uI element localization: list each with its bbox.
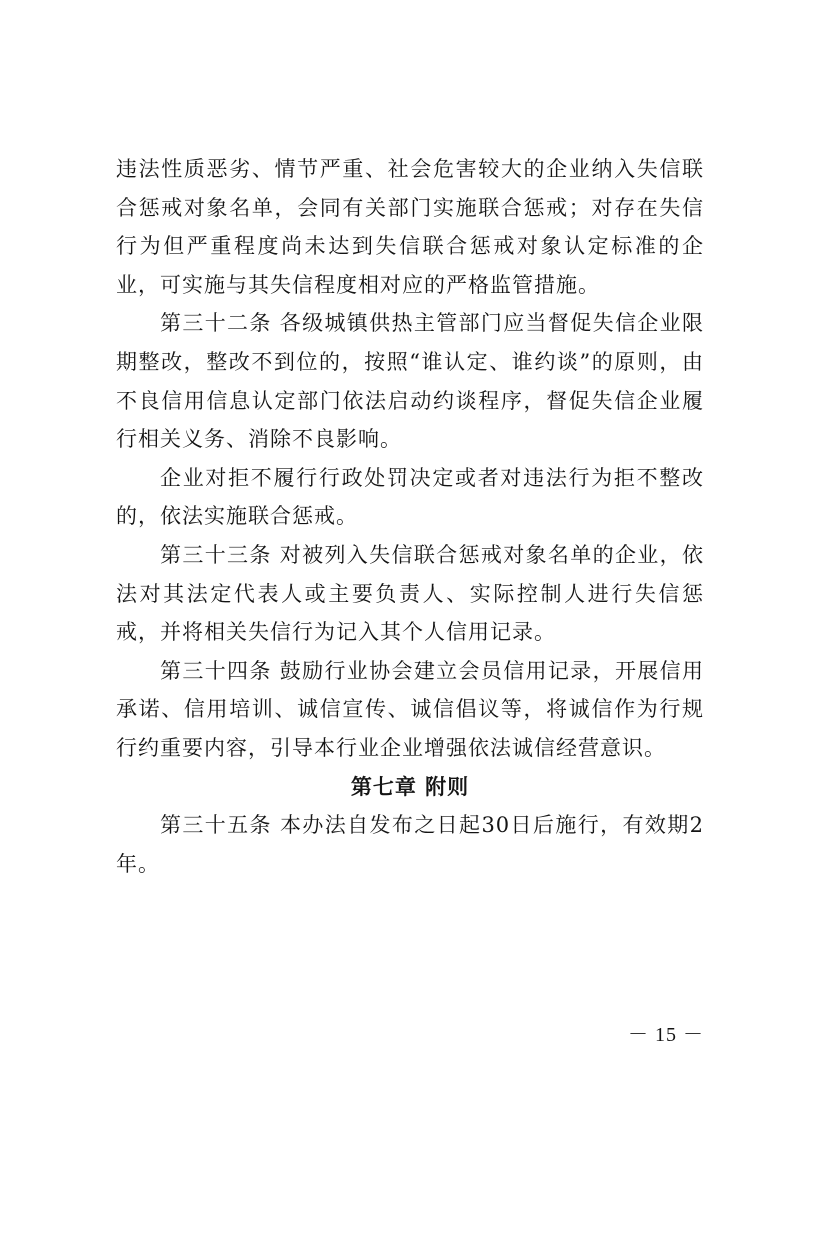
article-32: 第三十二条 各级城镇供热主管部门应当督促失信企业限期整改，整改不到位的，按照“谁认定、谁约谈”的原则，由不良信用信息认定部门依法启动约谈程序，督促失信企业履行相关义务、消除不良影响。 <box>116 311 704 452</box>
page-number: － 15 － <box>628 1024 704 1046</box>
article-35: 第三十五条 本办法自发布之日起30日后施行，有效期2年。 <box>116 813 704 876</box>
article-32-clause: 企业对拒不履行行政处罚决定或者对违法行为拒不整改的，依法实施联合惩戒。 <box>116 465 704 529</box>
chapter-title: 第七章 附则 <box>350 774 470 799</box>
article-34: 第三十四条 鼓励行业协会建立会员信用记录，开展信用承诺、信用培训、诚信宣传、诚信倡议等，将诚信作为行规行约重要内容，引导本行业企业增强依法诚信经营意识。 <box>116 658 704 760</box>
paragraph-continuation: 违法性质恶劣、情节严重、社会危害较大的企业纳入失信联合惩戒对象名单，会同有关部门实施联合惩戒；对存在失信行为但严重程度尚未达到失信联合惩戒对象认定标准的企业，可实施与其失信程度相对应的严格监管措施。 <box>116 157 704 297</box>
article-33: 第三十三条 对被列入失信联合惩戒对象名单的企业，依法对其法定代表人或主要负责人、实际控制人进行失信惩戒，并将相关失信行为记入其个人信用记录。 <box>116 542 704 645</box>
document-body <box>116 150 704 883</box>
